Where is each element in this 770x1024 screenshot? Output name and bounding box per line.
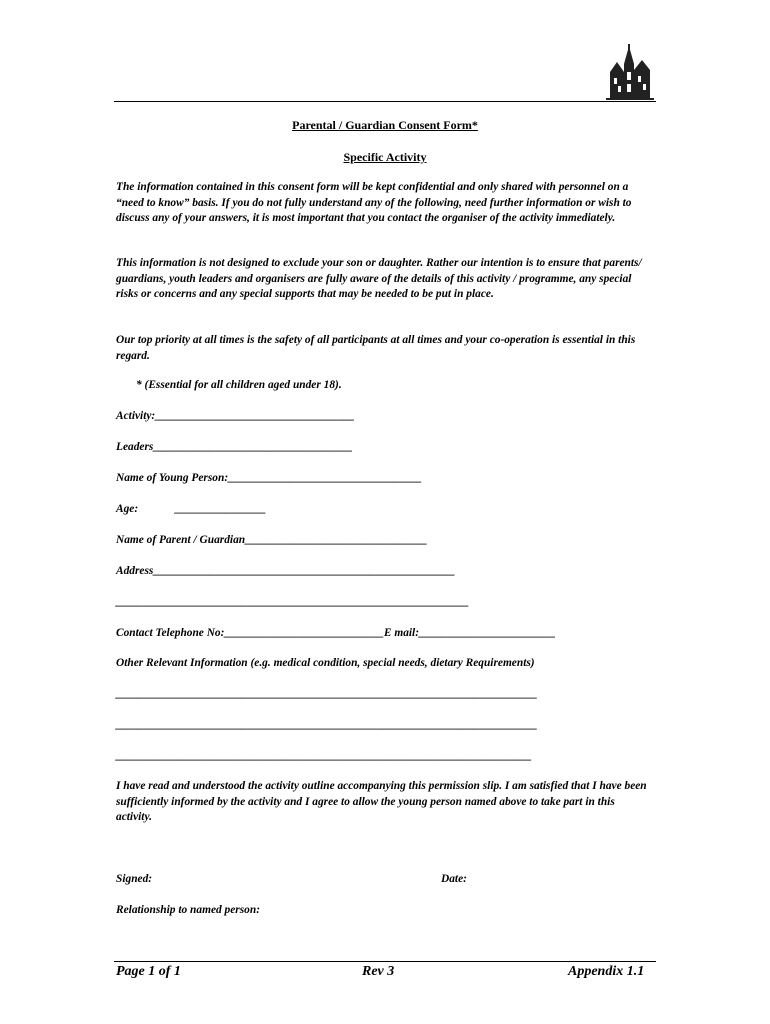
parent-guardian-field[interactable]: Name of Parent / Guardian________________________________ bbox=[116, 534, 428, 546]
other-info-line-2[interactable]: __________________________________________________________________________ bbox=[116, 719, 538, 731]
cathedral-logo-icon bbox=[606, 42, 654, 102]
date-label: Date: bbox=[441, 873, 467, 885]
address-line-2[interactable]: ______________________________________________________________ bbox=[116, 596, 470, 608]
form-title: Parental / Guardian Consent Form* bbox=[292, 118, 478, 132]
other-info-line-3[interactable]: _________________________________________________________________________ bbox=[116, 750, 532, 762]
young-person-field[interactable]: Name of Young Person:__________________________________ bbox=[116, 472, 422, 484]
safety-paragraph: Our top priority at all times is the safety of all participants at all times and your co-operation is essential in this regard. bbox=[116, 334, 636, 362]
appendix-label: Appendix 1.1 bbox=[568, 964, 645, 979]
signed-label: Signed: bbox=[116, 873, 153, 885]
footer-rule bbox=[114, 961, 656, 962]
declaration-paragraph: I have read and understood the activity outline accompanying this permission slip. I am satisfied that I have been sufficiently informed by the activity and I agree to allow the young person named above to take part in this activity. bbox=[116, 780, 647, 823]
activity-field[interactable]: Activity:___________________________________ bbox=[116, 410, 355, 422]
form-subtitle: Specific Activity bbox=[343, 150, 427, 164]
age-field[interactable]: ________________ bbox=[175, 503, 267, 515]
leaders-field[interactable]: Leaders___________________________________ bbox=[116, 441, 353, 453]
other-info-line-1[interactable]: __________________________________________________________________________ bbox=[116, 688, 538, 700]
contact-field[interactable]: Contact Telephone No:____________________________E mail:________________________ bbox=[116, 627, 556, 639]
revision: Rev 3 bbox=[362, 964, 395, 979]
other-info-label: Other Relevant Information (e.g. medical condition, special needs, dietary Requirements) bbox=[116, 657, 535, 669]
essential-note: * (Essential for all children aged under 18). bbox=[136, 379, 342, 391]
age-label: Age: bbox=[116, 503, 139, 515]
address-field[interactable]: Address_____________________________________________________ bbox=[116, 565, 456, 577]
confidentiality-paragraph: The information contained in this consent form will be kept confidential and only shared with personnel on a “need to know” basis. If you do not fully understand any of the following, need further information or wish to discuss any of your answers, it is most important that you contact the organiser of the activity immediately. bbox=[116, 181, 632, 224]
header-rule bbox=[114, 101, 656, 102]
relationship-label: Relationship to named person: bbox=[116, 904, 260, 916]
page-number: Page 1 of 1 bbox=[116, 964, 181, 979]
purpose-paragraph: This information is not designed to exclude your son or daughter. Rather our intention is to ensure that parents/ guardians, youth leaders and organisers are fully aware of the details of this activity / programme, any special risks or concerns and any special supports that may be needed to be put in place. bbox=[116, 257, 642, 300]
